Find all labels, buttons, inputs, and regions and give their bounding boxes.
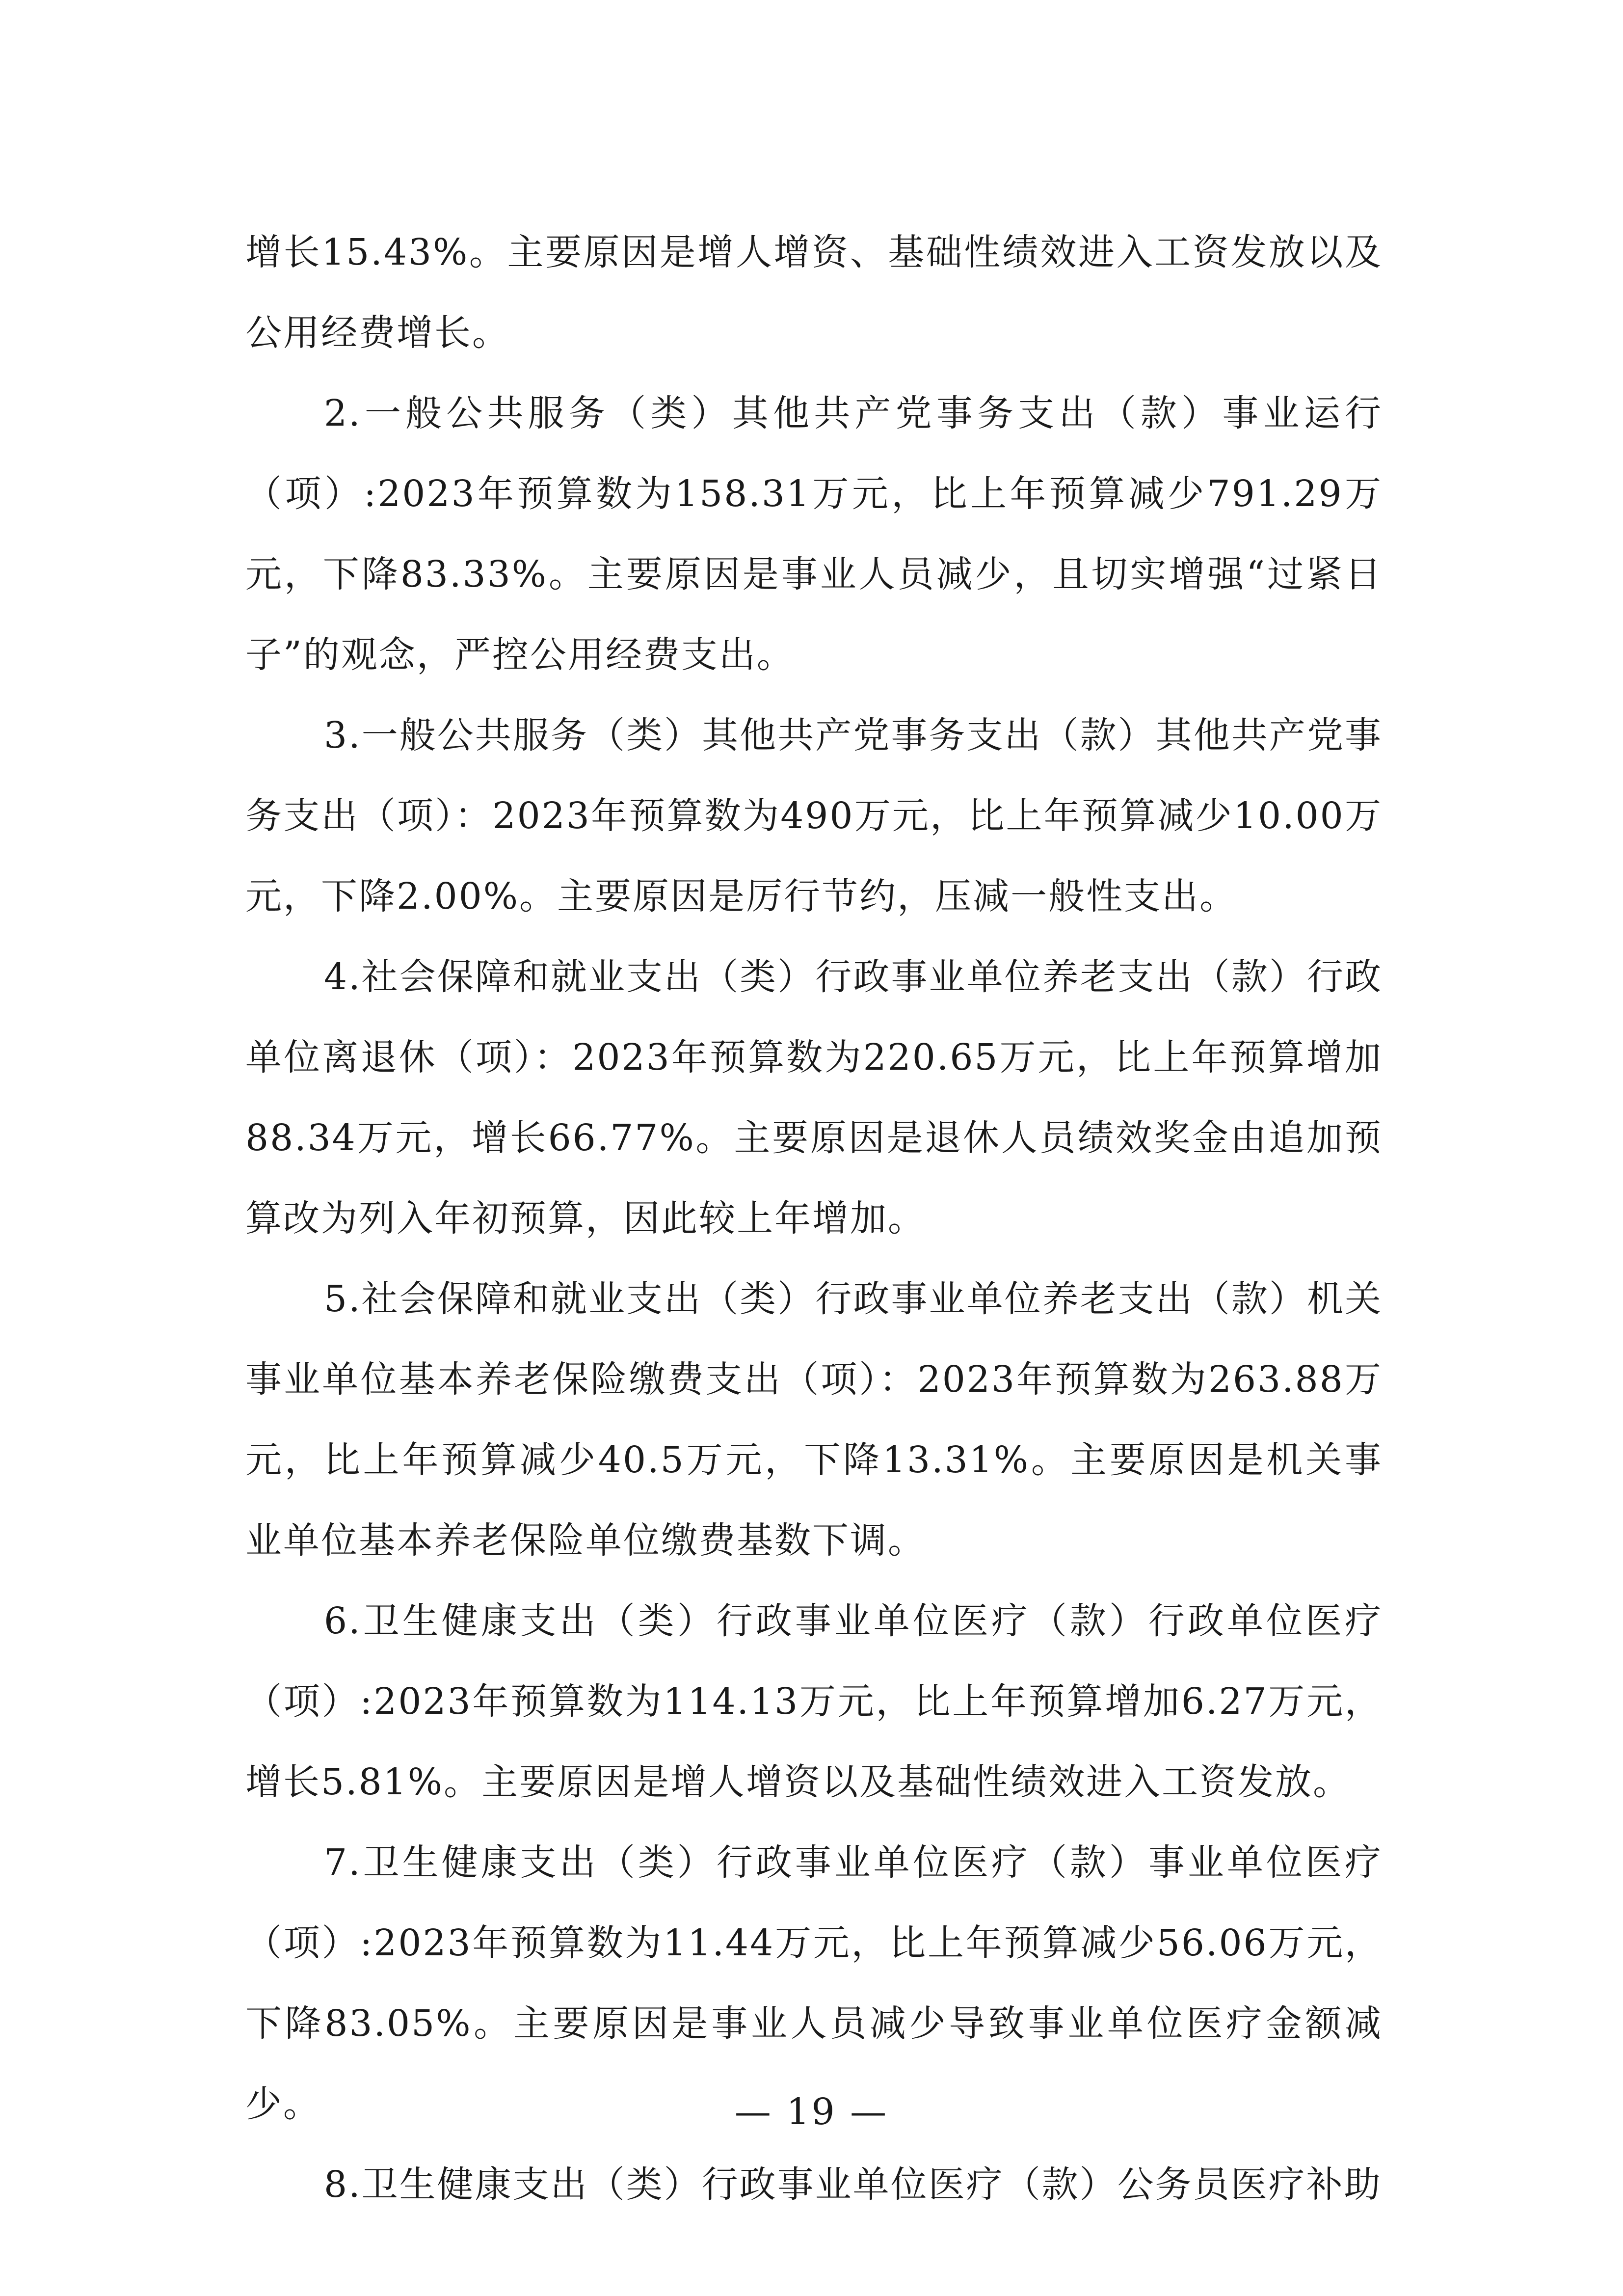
paragraph-item-3: 3.一般公共服务（类）其他共产党事务支出（款）其他共产党事务支出（项）：2023年预算数为490万元，比上年预算减少10.00万元，下降2.00%。主要原因是厉行节约，压减一般性支出。 (245, 714, 1383, 918)
paragraph-item-7: 7.卫生健康支出（类）行政事业单位医疗（款）事业单位医疗（项）:2023年预算数为11.44万元，比上年预算减少56.06万元，下降83.05%。主要原因是事业人员减少导致事业单位医疗金额减少。 (245, 1841, 1383, 2125)
paragraph-item-4: 4.社会保障和就业支出（类）行政事业单位养老支出（款）行政单位离退休（项）：2023年预算数为220.65万元，比上年预算增加88.34万元，增长66.77%。主要原因是退休人员绩效奖金由追加预算改为列入年初预算，因此较上年增加。 (245, 956, 1383, 1240)
paragraph-item-5: 5.社会保障和就业支出（类）行政事业单位养老支出（款）机关事业单位基本养老保险缴费支出（项）：2023年预算数为263.88万元，比上年预算减少40.5万元，下降13.31%。主要原因是机关事业单位基本养老保险单位缴费基数下调。 (245, 1278, 1383, 1562)
paragraph-continuation: 增长15.43%。主要原因是增人增资、基础性绩效进入工资发放以及公用经费增长。 (245, 231, 1383, 354)
paragraph-item-8: 8.卫生健康支出（类）行政事业单位医疗（款）公务员医疗补助 (324, 2163, 1382, 2206)
paragraph-item-6: 6.卫生健康支出（类）行政事业单位医疗（款）行政单位医疗（项）:2023年预算数为114.13万元，比上年预算增加6.27万元，增长5.81%。主要原因是增人增资以及基础性绩效进入工资发放。 (245, 1600, 1383, 1803)
document-body (245, 212, 1383, 2225)
page-number: — 19 — (734, 2091, 889, 2133)
paragraph-item-2: 2.一般公共服务（类）其他共产党事务支出（款）事业运行（项）:2023年预算数为158.31万元，比上年预算减少791.29万元，下降83.33%。主要原因是事业人员减少，且切实增强“过紧日子”的观念，严控公用经费支出。 (245, 392, 1383, 676)
